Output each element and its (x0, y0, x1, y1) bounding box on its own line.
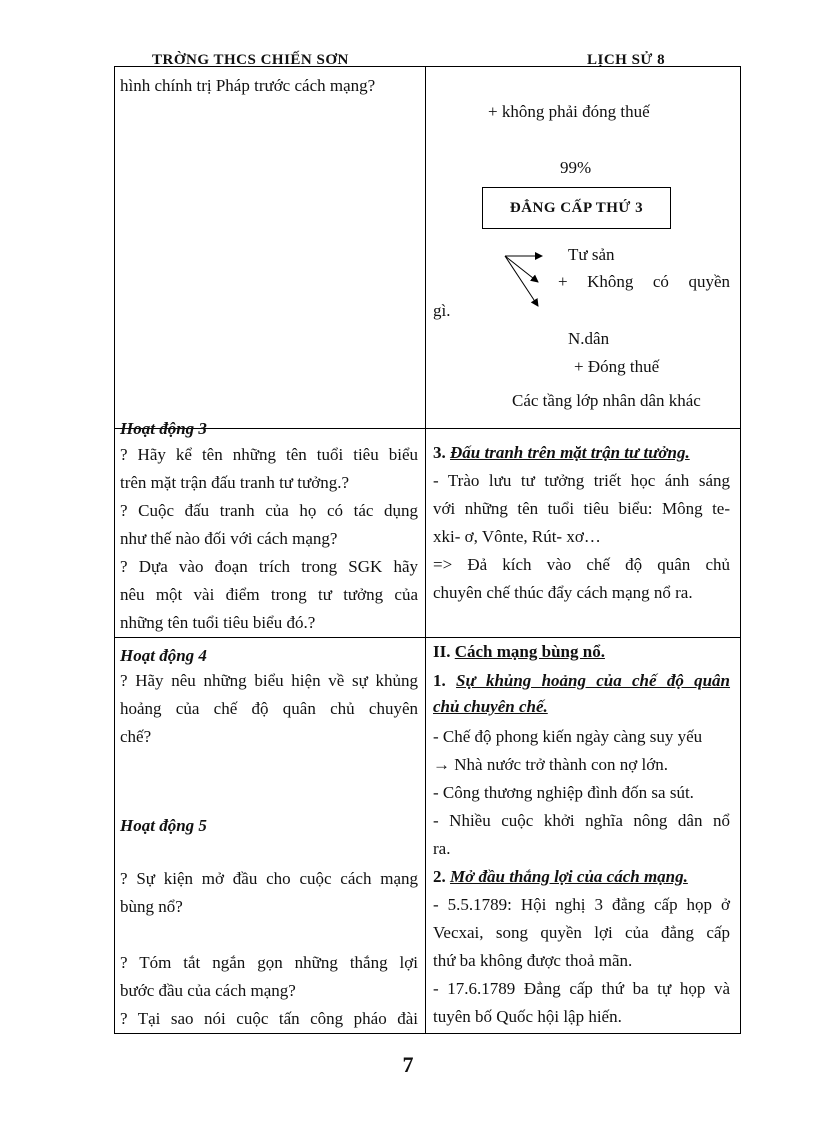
other-classes-text: Các tầng lớp nhân dân khác (512, 391, 701, 410)
section-2-number: 2. (433, 867, 446, 886)
hd5-q3-line-a: ? Tại sao nói cuộc tấn công pháo đài (120, 1009, 418, 1028)
pay-tax-text: + Đóng thuế (574, 357, 660, 376)
hd4-q1-line-c: chế? (120, 727, 152, 746)
section-3-line-1: - Trào lưu tư tưởng triết học ánh sáng (433, 471, 730, 490)
section-2-line-2: Vecxai, song quyền lợi của đẳng cấp (433, 923, 730, 942)
hd3-q3-line-a: ? Dựa vào đoạn trích trong SGK hãy (120, 557, 418, 576)
percent-text: 99% (560, 158, 592, 177)
hd4-q1-line-a: ? Hãy nêu những biểu hiện về sự khủng (120, 671, 418, 690)
hd3-q1-line-a: ? Hãy kể tên những tên tuổi tiêu biểu (120, 445, 418, 464)
hd3-q3-line-b: nêu một vài điểm trong tư tưởng của (120, 585, 418, 604)
hd5-q1-line-b: bùng nổ? (120, 897, 183, 916)
hd3-q2-line-a: ? Cuộc đấu tranh của họ có tác dụng (120, 501, 418, 520)
section-3-line-2: với những tên tuổi tiêu biểu: Mông te- (433, 499, 730, 518)
hd5-q2-line-b: bước đầu của cách mạng? (120, 981, 296, 1000)
section-3-heading (433, 438, 730, 467)
section-1-line-2: → Nhà nước trở thành con nợ lớn. (433, 755, 668, 774)
hd3-q1-line-b: trên mặt trận đấu tranh tư tưởng.? (120, 473, 349, 492)
section-1-line-1: - Chế độ phong kiến ngày càng suy yếu (433, 727, 703, 746)
bourgeois-text: Tư sản (568, 245, 615, 264)
section-3-title: Đấu tranh trên mặt trận tư tưởng. (450, 443, 690, 462)
section-3-number: 3. (433, 443, 446, 462)
branch-arrows-icon (500, 248, 550, 313)
hd4-q1-line-b: hoảng của chế độ quân chủ chuyên (120, 699, 418, 718)
section-II-heading (433, 637, 730, 666)
third-estate-box: ĐẲNG CẤP THỨ 3 (482, 187, 671, 229)
section-1-title-b: chủ chuyên chế. (433, 697, 548, 716)
peasants-text: N.dân (568, 329, 610, 348)
section-II-number: II. (433, 642, 451, 661)
section-3-line-5: chuyên chế thúc đẩy cách mạng nổ ra. (433, 583, 693, 602)
section-1-line-5: ra. (433, 839, 451, 858)
hd4-title: Hoạt động 4 (120, 646, 207, 665)
section-1-line-3: - Công thương nghiệp đình đốn sa sút. (433, 783, 694, 802)
hd3-q2-line-b: như thế nào đối với cách mạng? (120, 529, 338, 548)
header-subject: LỊCH SỬ 8 (587, 52, 666, 68)
section-1-title-a: Sự khủng hoảng của chế độ quân (456, 671, 731, 690)
header-school: TRỜNG THCS CHIẾN SƠN (152, 52, 349, 68)
section-3-line-4: => Đả kích vào chế độ quân chủ (433, 555, 730, 574)
no-rights-line-a: + Không có quyền (558, 272, 730, 291)
section-1-heading-line-a (433, 666, 730, 695)
section-1-number: 1. (433, 671, 446, 690)
hd5-q2-line-a: ? Tóm tắt ngắn gọn những thắng lợi (120, 953, 418, 972)
section-1-line-4: - Nhiều cuộc khởi nghĩa nông dân nổ (433, 811, 730, 830)
section-2-heading (433, 862, 730, 891)
no-rights-line-b: gì. (433, 301, 451, 320)
section-2-line-4: - 17.6.1789 Đẳng cấp thứ ba tự họp và (433, 979, 730, 998)
hd3-q3-line-c: những tên tuổi tiêu biểu đó.? (120, 613, 316, 632)
section-II-title: Cách mạng bùng nổ. (454, 642, 605, 661)
section-2-line-5: tuyên bố Quốc hội lập hiến. (433, 1007, 622, 1026)
section-3-line-3: xki- ơ, Vônte, Rút- xơ… (433, 527, 601, 546)
hd3-title: Hoạt động 3 (120, 419, 207, 438)
page-number: 7 (402, 1052, 414, 1077)
hd5-title: Hoạt động 5 (120, 816, 207, 835)
section-2-line-3: thứ ba không được thoả mãn. (433, 951, 633, 970)
no-tax-text: + không phải đóng thuế (488, 102, 650, 121)
section-2-title: Mở đầu thắng lợi của cách mạng. (450, 867, 688, 886)
hd5-q1-line-a: ? Sự kiện mở đầu cho cuộc cách mạng (120, 869, 418, 888)
left-top-line: hình chính trị Pháp trước cách mạng? (120, 76, 376, 95)
column-divider (425, 66, 426, 1034)
section-2-line-1: - 5.5.1789: Hội nghị 3 đẳng cấp họp ở (433, 895, 730, 914)
